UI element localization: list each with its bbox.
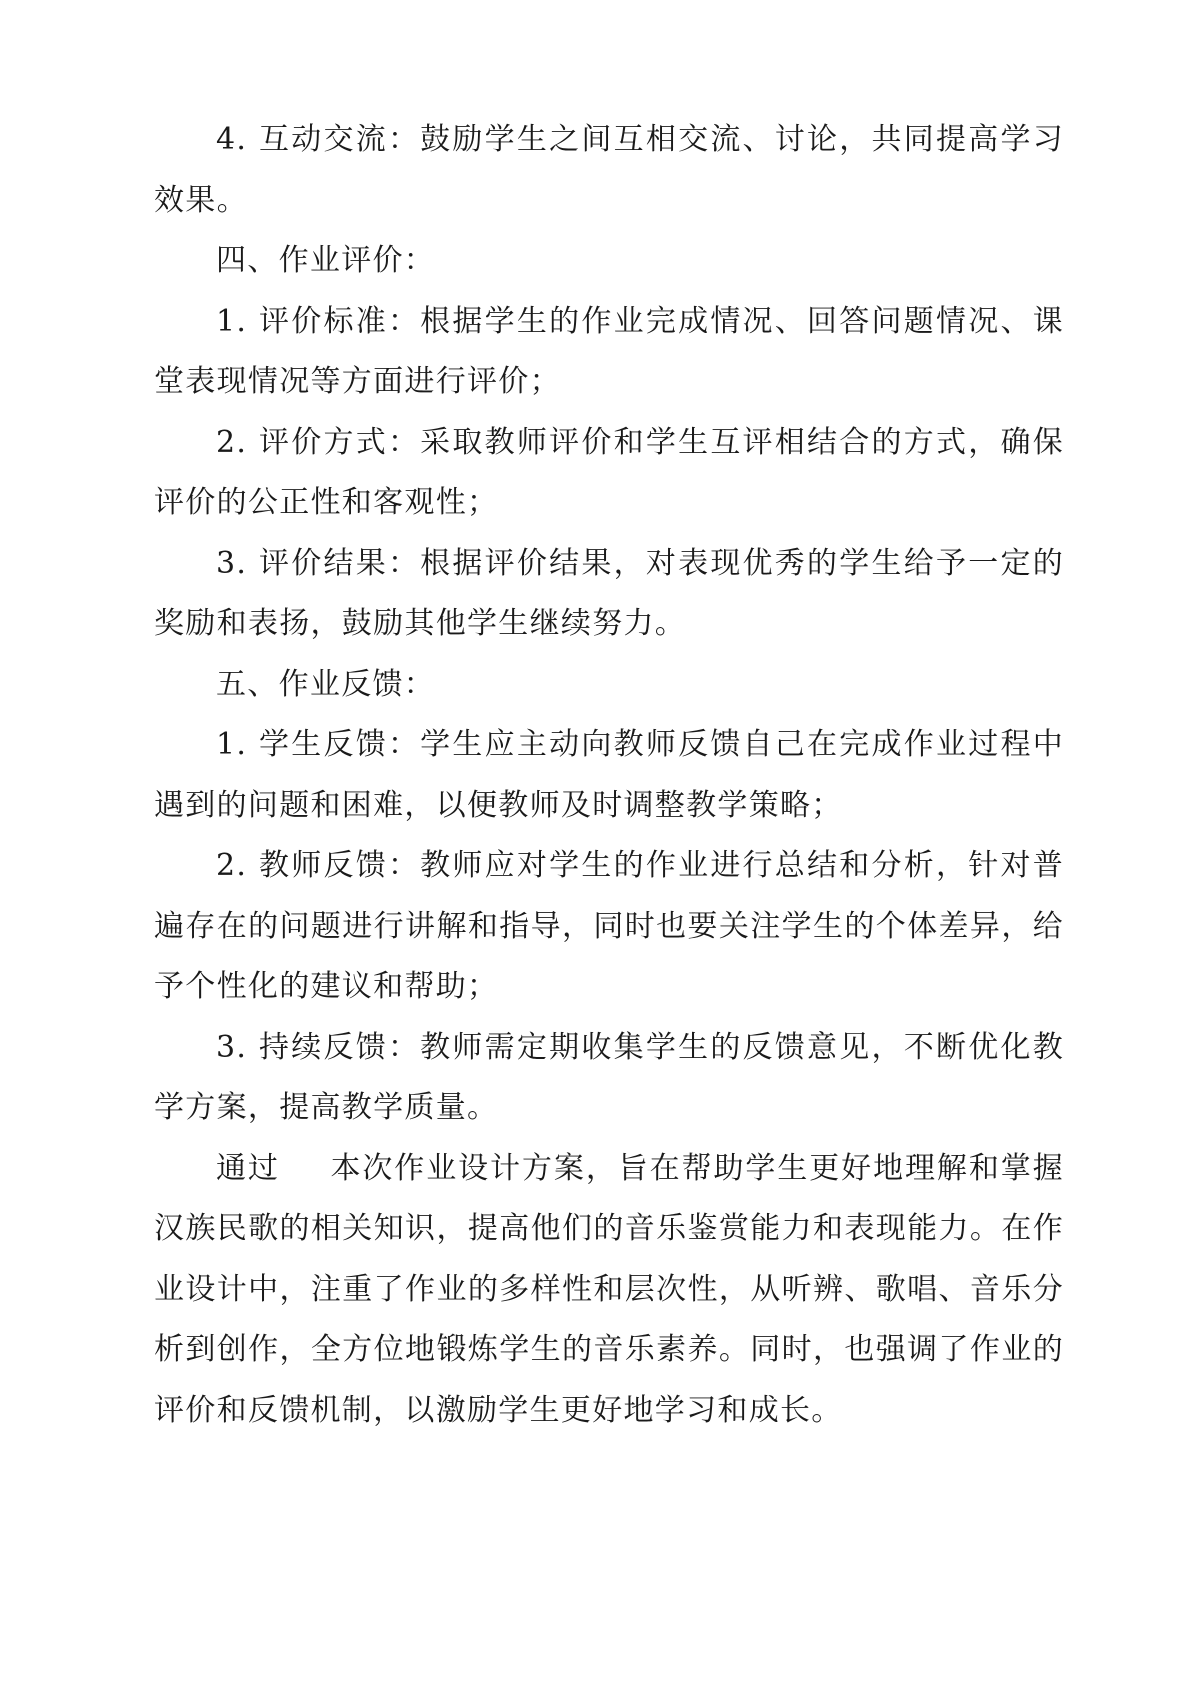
document-body (154, 110, 1064, 1441)
paragraph-interaction: 4. 互动交流：鼓励学生之间互相交流、讨论，共同提高学习效果。 (154, 122, 1064, 218)
closing-text: 本次作业设计方案，旨在帮助学生更好地理解和掌握汉族民歌的相关知识，提高他们的音乐鉴赏能力和表现能力。在作业设计中，注重了作业的多样性和层次性，从听辨、歌唱、音乐分析到创作，全方位地锻炼学生的音乐素养。同时，也强调了作业的评价和反馈机制，以激励学生更好地学习和成长。 (154, 1150, 1064, 1428)
paragraph-closing-summary (154, 1139, 1064, 1442)
paragraph-teacher-feedback: 2. 教师反馈：教师应对学生的作业进行总结和分析，针对普遍存在的问题进行讲解和指导，同时也要关注学生的个体差异，给予个性化的建议和帮助； (154, 848, 1064, 1004)
paragraph-evaluation-criteria: 1. 评价标准：根据学生的作业完成情况、回答问题情况、课堂表现情况等方面进行评价； (154, 303, 1064, 399)
paragraph-continuous-feedback: 3. 持续反馈：教师需定期收集学生的反馈意见，不断优化教学方案，提高教学质量。 (154, 1029, 1064, 1125)
section-heading-feedback: 五、作业反馈： (216, 666, 436, 702)
paragraph-evaluation-result: 3. 评价结果：根据评价结果，对表现优秀的学生给予一定的奖励和表扬，鼓励其他学生继续努力。 (154, 545, 1064, 641)
section-heading-evaluation: 四、作业评价： (216, 243, 436, 278)
paragraph-evaluation-method: 2. 评价方式：采取教师评价和学生互评相结合的方式，确保评价的公正性和客观性； (154, 424, 1064, 520)
closing-lead: 通过 (216, 1150, 280, 1186)
paragraph-student-feedback: 1. 学生反馈：学生应主动向教师反馈自己在完成作业过程中遇到的问题和困难，以便教师及时调整教学策略； (154, 727, 1064, 823)
